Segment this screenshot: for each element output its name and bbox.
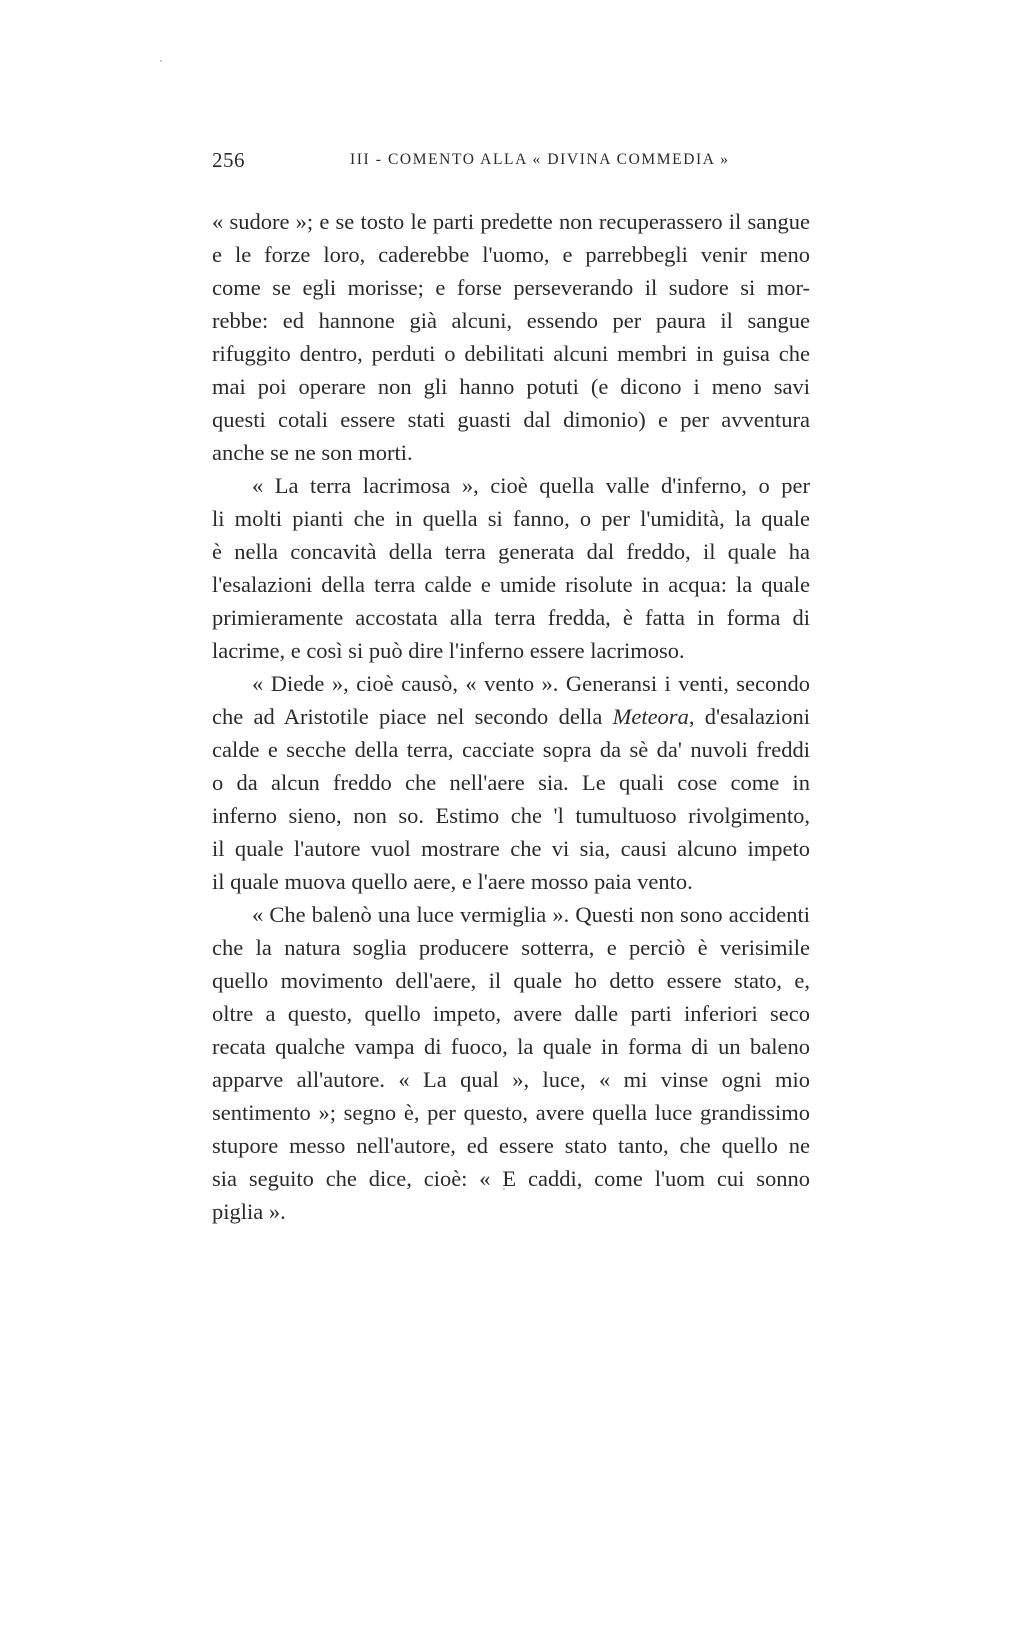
line-start: che ad Aristotile piace nel secondo della <box>212 704 603 729</box>
text-line: o da alcun freddo che nell'aere sia. Le quali cose come in <box>212 770 810 795</box>
page-header <box>212 148 810 178</box>
text-line: quello movimento dell'aere, il quale ho detto essere stato, e, <box>212 968 810 993</box>
text-line: il quale l'autore vuol mostrare che vi sia, causi alcuno impeto <box>212 836 810 861</box>
text-line: oltre a questo, quello impeto, avere dalle parti inferiori seco <box>212 1001 810 1026</box>
text-line: primieramente accostata alla terra fredda, è fatta in forma di <box>212 605 810 630</box>
text-line: questi cotali essere stati guasti dal dimonio) e per avventura <box>212 407 810 432</box>
body-text <box>212 205 810 1228</box>
text-line: stupore messo nell'autore, ed essere stato tanto, che quello ne <box>212 1133 810 1158</box>
text-line: il quale muova quello aere, e l'aere mosso paia vento. <box>212 869 693 894</box>
page-number: 256 <box>212 148 245 172</box>
paper-speck <box>160 60 162 62</box>
text-line: inferno sieno, non so. Estimo che 'l tumultuoso rivolgimento, <box>212 803 810 828</box>
text-line: lacrime, e così si può dire l'inferno essere lacrimoso. <box>212 638 685 663</box>
text-line: « sudore »; e se tosto le parti predette non recuperassero il sangue <box>212 209 810 234</box>
text-line: sentimento »; segno è, per questo, avere quella luce grandissimo <box>212 1100 810 1125</box>
text-line: rebbe: ed hannone già alcuni, essendo per paura il sangue <box>212 308 810 333</box>
text-line: l'esalazioni della terra calde e umide risolute in acqua: la quale <box>212 572 810 597</box>
text-line: apparve all'autore. « La qual », luce, « mi vinse ogni mio <box>212 1067 810 1092</box>
text-line: e le forze loro, caderebbe l'uomo, e parrebbegli venir meno <box>212 242 810 267</box>
text-line: mai poi operare non gli hanno potuti (e dicono i meno savi <box>212 374 810 399</box>
text-line: recata qualche vampa di fuoco, la quale in forma di un baleno <box>212 1034 810 1059</box>
text-line: sia seguito che dice, cioè: « E caddi, come l'uom cui sonno <box>212 1166 810 1191</box>
text-line: « Diede », cioè causò, « vento ». Generansi i venti, secondo <box>252 671 810 696</box>
line-end: , d'esalazioni <box>688 704 810 729</box>
italic-title: Meteora <box>612 704 689 729</box>
text-line: piglia ». <box>212 1199 286 1224</box>
text-line: « La terra lacrimosa », cioè quella valle d'inferno, o per <box>252 473 810 498</box>
text-line: « Che balenò una luce vermiglia ». Questi non sono accidenti <box>252 902 810 927</box>
text-line: calde e secche della terra, cacciate sopra da sè da' nuvoli freddi <box>212 737 810 762</box>
text-line: come se egli morisse; e forse perseverando il sudore si mor- <box>212 275 810 300</box>
text-line: che la natura soglia producere sotterra, e perciò è verisimile <box>212 935 810 960</box>
text-line: è nella concavità della terra generata dal freddo, il quale ha <box>212 539 810 564</box>
running-title: III - COMENTO ALLA « DIVINA COMMEDIA » <box>350 151 730 168</box>
text-line: li molti pianti che in quella si fanno, o per l'umidità, la quale <box>212 506 810 531</box>
text-line: anche se ne son morti. <box>212 440 413 465</box>
text-line: rifuggito dentro, perduti o debilitati alcuni membri in guisa che <box>212 341 810 366</box>
text-line-with-italic <box>212 700 810 733</box>
